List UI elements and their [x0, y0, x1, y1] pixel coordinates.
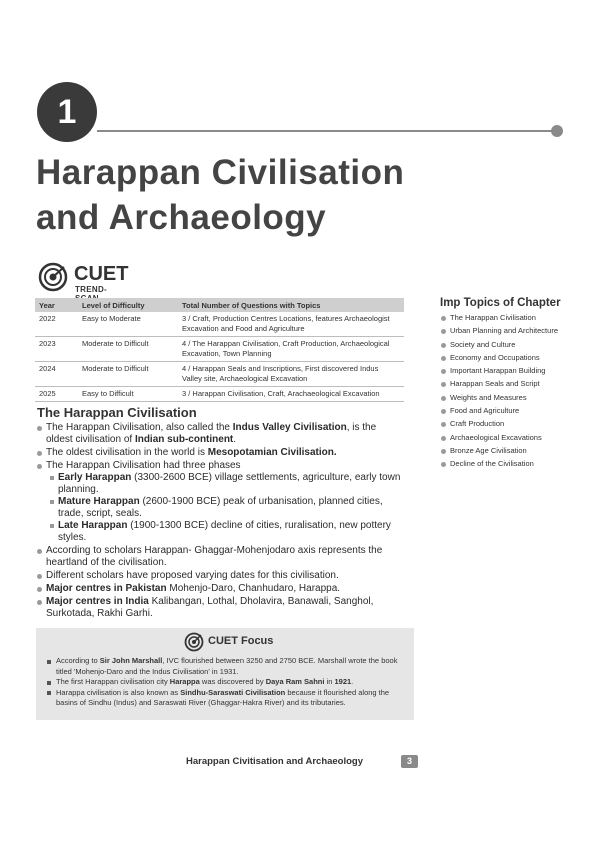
page-number: 3 — [401, 755, 418, 768]
list-item: The Harappan Civilisation had three phases Early Harappan (3300-2600 BCE) village settlements, agriculture, early town planning. Mature Harappan (2600-1900 BCE) peak of urbanisation, planned cities, trade, script, seals. Late Harappan (1900-1300 BCE) decline of cities, ruralisation, new pottery styles. — [36, 460, 404, 544]
trend-scan-title: CUET — [74, 263, 129, 285]
cuet-focus-list — [46, 656, 401, 709]
table-row — [35, 387, 404, 402]
chapter-title-line-2: and Archaeology — [36, 198, 327, 237]
chapter-rule — [97, 130, 553, 132]
list-item: Weights and Measures — [440, 393, 590, 404]
header-year: Year — [35, 298, 78, 312]
target-magnifier-icon — [38, 262, 70, 294]
list-item: Decline of the Civilisation — [440, 459, 590, 470]
list-item: Different scholars have proposed varying dates for this civilisation. — [36, 570, 404, 582]
list-item: According to Sir John Marshall, IVC flourished between 3250 and 2750 BCE. Marshall wrote the book titled 'Mohenjo-Daro and the Indus Civilisation' in 1931. — [46, 656, 401, 677]
table-row — [35, 312, 404, 337]
section-heading: The Harappan Civilisation — [37, 405, 197, 420]
trend-scan-subtitle: TREND- — [75, 285, 108, 294]
list-item: According to scholars Harappan- Ghaggar-Mohenjodaro axis represents the heartland of the civilisation. — [36, 545, 404, 569]
cell-topics: 3 / Craft, Production Centres Locations, features Archaeologist Excavation and Food and Agriculture — [178, 312, 404, 337]
list-item: Food and Agriculture — [440, 406, 590, 417]
phase-item: Early Harappan (3300-2600 BCE) village settlements, agriculture, early town planning. — [46, 472, 404, 496]
phases-list — [46, 472, 404, 544]
list-item: Major centres in Pakistan Mohenjo-Daro, Chanhudaro, Harappa. — [36, 583, 404, 595]
list-item: The first Harappan civilisation city Harappa was discovered by Daya Ram Sahni in 1921. — [46, 677, 401, 688]
footer-title: Harappan Civitisation and Archaeology — [186, 756, 364, 767]
cell-year: 2022 — [35, 312, 78, 337]
list-item: The oldest civilisation in the world is Mesopotamian Civilisation. — [36, 447, 404, 459]
imp-topics-heading: Imp Topics of Chapter — [440, 297, 561, 309]
cell-topics: 4 / The Harappan Civilisation, Craft Production, Archaeological Excavation, Town Planning — [178, 337, 404, 362]
cell-difficulty: Easy to Moderate — [78, 312, 178, 337]
list-item: Harappan Seals and Script — [440, 379, 590, 390]
section-bullet-list — [36, 422, 404, 621]
table-header-row — [35, 298, 404, 312]
table-row — [35, 362, 404, 387]
phase-item: Late Harappan (1900-1300 BCE) decline of cities, ruralisation, new pottery styles. — [46, 520, 404, 544]
table-row — [35, 337, 404, 362]
chapter-title — [36, 150, 404, 240]
cell-difficulty: Easy to Difficult — [78, 387, 178, 402]
target-icon — [184, 632, 204, 652]
cell-year: 2023 — [35, 337, 78, 362]
list-item: Major centres in India Kalibangan, Lothal, Dholavira, Banawali, Sanghol, Surkotada, Rakhi Garhi. — [36, 596, 404, 620]
cell-difficulty: Moderate to Difficult — [78, 362, 178, 387]
cell-topics: 4 / Harappan Seals and Inscriptions, First discovered Indus Valley site, Archaeological Excavation — [178, 362, 404, 387]
chapter-number-badge: 1 — [37, 82, 97, 142]
cuet-focus-box — [36, 628, 414, 720]
list-item: Urban Planning and Architecture — [440, 326, 590, 337]
cell-year: 2024 — [35, 362, 78, 387]
imp-topics-list — [440, 313, 590, 473]
list-item: Craft Production — [440, 419, 590, 430]
list-item: Archaeological Excavations — [440, 433, 590, 444]
chapter-rule-dot — [551, 125, 563, 137]
list-item: The Harappan Civilisation — [440, 313, 590, 324]
chapter-title-line-1: Harappan Civilisation — [36, 153, 405, 192]
list-item: Society and Culture — [440, 340, 590, 351]
list-item: Harappa civilisation is also known as Sindhu-Saraswati Civilisation because it flourished along the basins of Sindhu (Indus) and Saraswati River (Ghaggar-Hakra River) and its tributaries. — [46, 688, 401, 709]
header-topics: Total Number of Questions with Topics — [178, 298, 404, 312]
cell-year: 2025 — [35, 387, 78, 402]
list-item: The Harappan Civilisation, also called the Indus Valley Civilisation, is the oldest civilisation of Indian sub-continent. — [36, 422, 404, 446]
trend-scan-table — [35, 298, 404, 402]
cell-difficulty: Moderate to Difficult — [78, 337, 178, 362]
list-item: Bronze Age Civilisation — [440, 446, 590, 457]
header-difficulty: Level of Difficulty — [78, 298, 178, 312]
cuet-focus-title: CUET Focus — [208, 635, 274, 647]
phase-item: Mature Harappan (2600-1900 BCE) peak of urbanisation, planned cities, trade, script, seals. — [46, 496, 404, 520]
cell-topics: 3 / Harappan Civilisation, Craft, Arachaeological Excavation — [178, 387, 404, 402]
list-item: Economy and Occupations — [440, 353, 590, 364]
list-item: Important Harappan Building — [440, 366, 590, 377]
